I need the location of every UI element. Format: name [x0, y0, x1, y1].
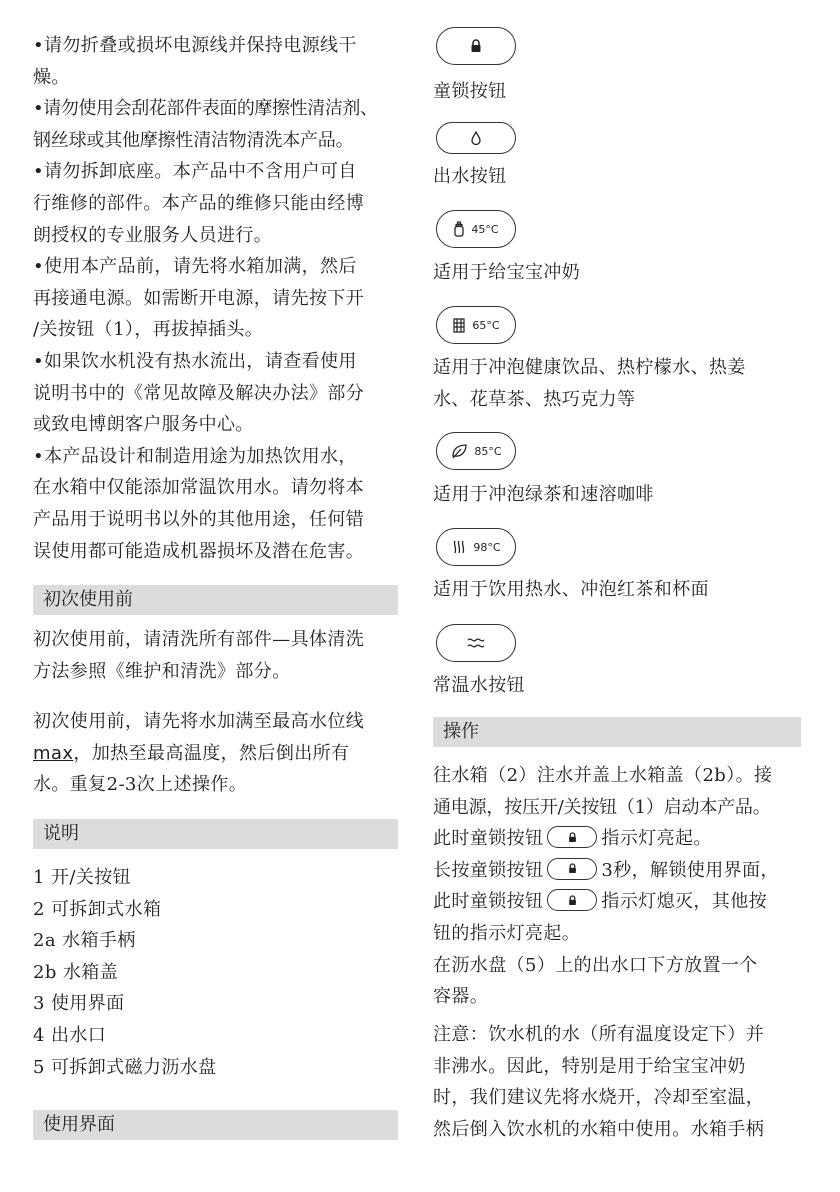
temp-value: 65°C — [472, 318, 500, 332]
operation-text: 往水箱（2）注水并盖上水箱盖（2b）。接 通电源，按压开/关按钮（1）启动本产品。 此时童锁按钮 指示灯亮起。 长按童锁按钮 3秒，解锁使用界面， 此时童锁按钮 指示灯熄灭，其他按 钮的指示灯亮起。 在沥水盘（5）上的出水口下方放置一个 容器。 — [433, 765, 779, 1008]
button-label: 水、花草茶、热巧克力等 — [433, 389, 636, 410]
list-item: 2a 水箱手柄 — [33, 930, 136, 952]
operation-note: 注意：饮水机的水（所有温度设定下）并 非沸水。因此，特别是用于给宝宝冲奶 时，我们建议先将水烧开，冷却至室温， 然后倒入饮水机的水箱中使用。水箱手柄 — [433, 1024, 765, 1140]
waves-icon — [467, 636, 485, 650]
section-header-description: 说明 — [33, 819, 398, 849]
section-header-first-use: 初次使用前 — [33, 585, 398, 615]
temp-value: 45°C — [471, 222, 499, 236]
list-item: 2b 水箱盖 — [33, 961, 119, 983]
first-use-paragraph-1: 初次使用前，请清洗所有部件—具体清洗 方法参照《维护和清洗》部分。 — [33, 629, 365, 682]
lock-icon — [568, 895, 577, 906]
drink-icon — [452, 318, 466, 333]
water-drop-icon — [470, 131, 482, 145]
room-temp-button — [436, 624, 516, 662]
first-use-paragraph-2: 初次使用前，请先将水加满至最高水位线 max，加热至最高温度，然后倒出所有 水。重复2-3次上述操作。 — [33, 711, 365, 796]
steam-icon — [451, 539, 467, 555]
temp-85-button — [436, 432, 516, 470]
safety-text: •请勿折叠或损坏电源线并保持电源线干 燥。 •请勿使用会刮花部件表面的摩擦性清洁剂、 钢丝球或其他摩擦性清洁物清洗本产品。 •请勿拆卸底座。本产品中不含用户可自 行维修的部件。本产品的维修只能由经博 朗授权的专业服务人员进行。 •使用本产品前，请先将水箱加满，然后 再接通电源。如需断开电源，请先按下开 /关按钮（1），再拔掉插头。 •如果饮水机没有热水流出，请查看使用 说明书中的《常见故障及解决办法》部分 或致电博朗客户服务中心。 •本产品设计和制造用途为加热饮用水， 在水箱中仅能添加常温饮用水。请勿将本 产品用于说明书以外的其他用途，任何错 误使用都可能造成机器损坏及潜在危害。 — [33, 35, 378, 562]
button-label: 适用于冲泡健康饮品、热柠檬水、热姜 — [433, 357, 746, 378]
list-item: 1 开/关按钮 — [33, 867, 132, 888]
list-item: 3 使用界面 — [33, 993, 125, 1015]
button-label: 适用于冲泡绿茶和速溶咖啡 — [433, 484, 654, 505]
section-header-operation: 操作 — [433, 717, 801, 747]
baby-bottle-icon — [453, 221, 465, 237]
parts-list — [33, 862, 217, 1083]
inline-lock-button — [547, 889, 597, 911]
section-header-interface: 使用界面 — [33, 1110, 398, 1140]
button-label: 出水按钮 — [433, 166, 507, 187]
temp-value: 85°C — [474, 444, 502, 458]
button-label: 童锁按钮 — [433, 81, 507, 102]
dispense-water-button — [436, 122, 516, 154]
temp-98-button — [436, 528, 516, 566]
button-label: 适用于饮用热水、冲泡红茶和杯面 — [433, 579, 709, 600]
lock-icon — [568, 832, 577, 843]
button-label: 常温水按钮 — [433, 675, 525, 696]
list-item: 4 出水口 — [33, 1024, 107, 1046]
max-level-mark: max — [33, 742, 74, 764]
inline-lock-button — [547, 826, 597, 848]
button-label: 适用于给宝宝冲奶 — [433, 262, 581, 283]
leaf-icon — [450, 443, 468, 459]
inline-lock-button — [547, 858, 597, 880]
temp-65-button — [436, 306, 516, 344]
child-lock-button — [436, 27, 516, 65]
temp-45-button — [436, 210, 516, 248]
list-item: 5 可拆卸式磁力沥水盘 — [33, 1056, 217, 1078]
temp-value: 98°C — [473, 540, 501, 554]
list-item: 2 可拆卸式水箱 — [33, 898, 162, 920]
lock-icon — [470, 39, 482, 53]
lock-icon — [568, 863, 577, 874]
